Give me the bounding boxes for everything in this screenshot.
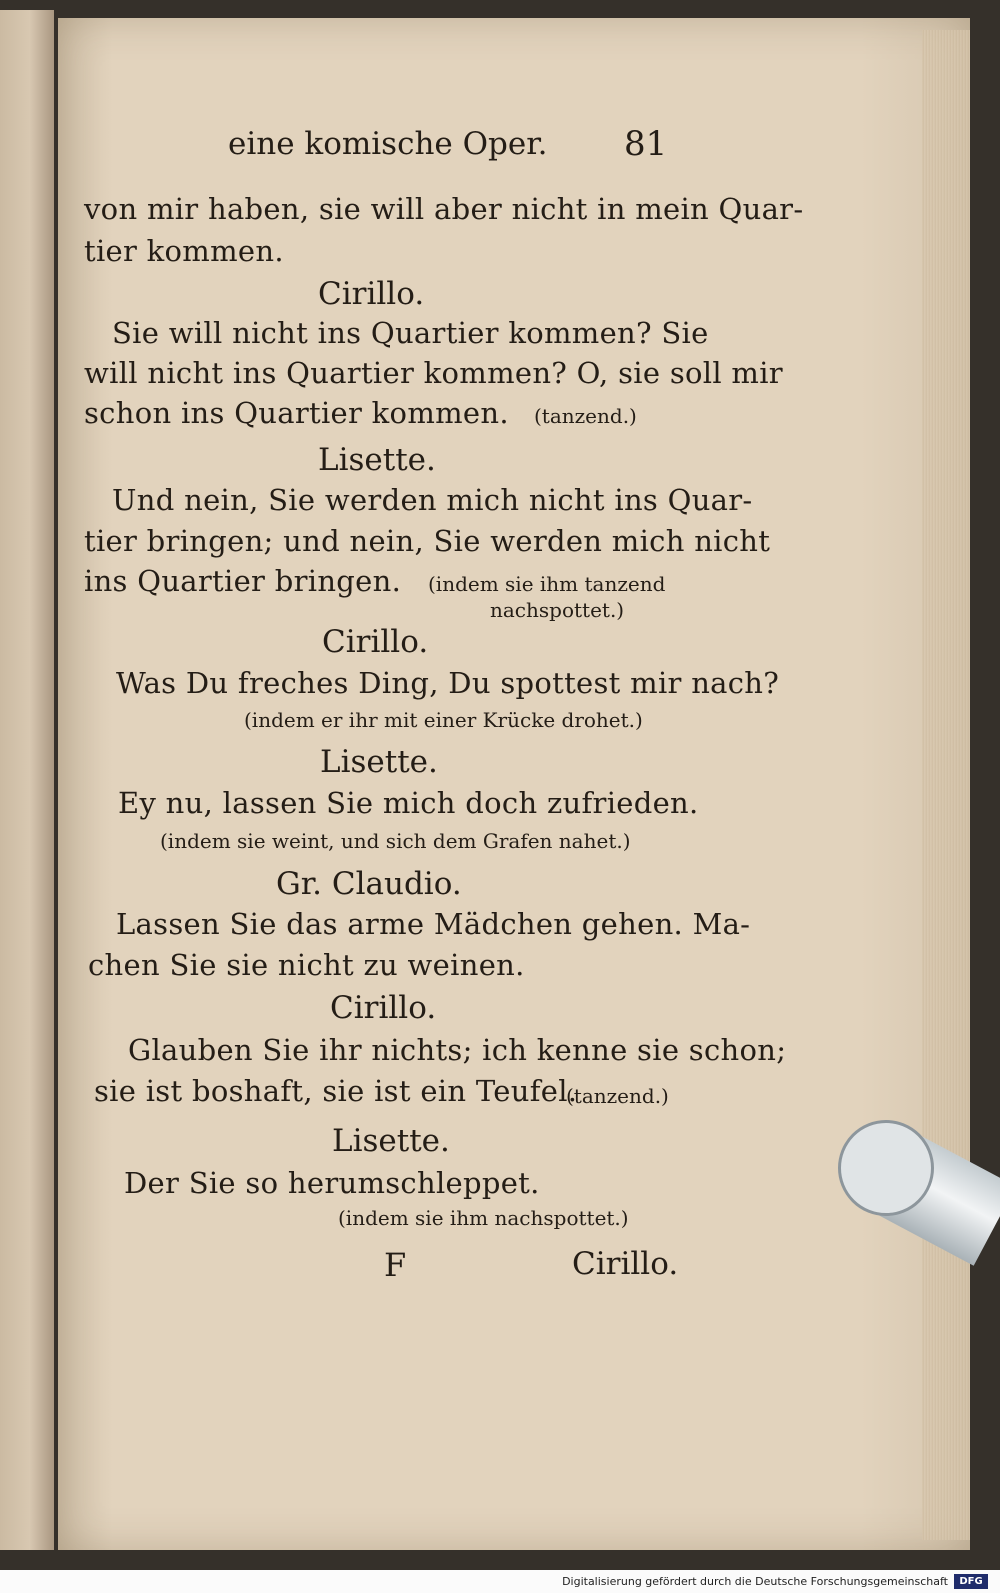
speaker-name: Lisette. [332, 1123, 450, 1159]
speaker-name: Lisette. [320, 744, 438, 780]
stage-direction: (indem sie ihm tanzend [428, 572, 666, 596]
text-line: sie ist boshaft, sie ist ein Teufel. [94, 1074, 578, 1108]
page-clip-loop [838, 1120, 934, 1216]
running-title: eine komische Oper. [228, 126, 548, 162]
speaker-name: Cirillo. [330, 990, 437, 1026]
text-line: von mir haben, sie will aber nicht in mein Quar- [84, 192, 804, 226]
speaker-name: Lisette. [318, 442, 436, 478]
text-line: tier kommen. [84, 234, 284, 268]
speaker-name: Gr. Claudio. [276, 866, 462, 902]
text-line: schon ins Quartier kommen. [84, 396, 509, 430]
text-line: Und nein, Sie werden mich nicht ins Quar- [112, 483, 753, 517]
stage-direction: (indem er ihr mit einer Krücke drohet.) [244, 708, 643, 732]
text-line: chen Sie sie nicht zu weinen. [88, 948, 525, 982]
stage-direction: (indem sie weint, und sich dem Grafen nahet.) [160, 829, 631, 853]
dfg-logo: DFG [954, 1574, 988, 1589]
speaker-name: Cirillo. [322, 624, 429, 660]
page-number: 81 [624, 124, 668, 164]
stage-direction: nachspottet.) [490, 598, 625, 622]
text-line: Sie will nicht ins Quartier kommen? Sie [112, 316, 709, 350]
text-line: Lassen Sie das arme Mädchen gehen. Ma- [116, 907, 751, 941]
left-page-edge [0, 10, 54, 1550]
text-line: will nicht ins Quartier kommen? O, sie soll mir [84, 356, 783, 390]
text-line: ins Quartier bringen. [84, 564, 402, 598]
text-line: Ey nu, lassen Sie mich doch zufrieden. [118, 786, 699, 820]
stage-direction: (indem sie ihm nachspottet.) [338, 1206, 629, 1230]
printer-signature: F [384, 1246, 407, 1284]
stage-direction: (tanzend.) [566, 1084, 669, 1108]
speaker-name: Cirillo. [318, 276, 425, 312]
text-line: Der Sie so herumschleppet. [124, 1166, 540, 1200]
catchword: Cirillo. [572, 1246, 679, 1282]
stage-direction: (tanzend.) [534, 404, 637, 428]
text-line: tier bringen; und nein, Sie werden mich nicht [84, 524, 771, 558]
funding-notice: Digitalisierung gefördert durch die Deutsche Forschungsgemeinschaft [562, 1575, 948, 1588]
page-stack-edge [922, 30, 970, 1540]
text-line: Was Du freches Ding, Du spottest mir nach? [116, 666, 780, 700]
text-line: Glauben Sie ihr nichts; ich kenne sie schon; [128, 1033, 787, 1067]
